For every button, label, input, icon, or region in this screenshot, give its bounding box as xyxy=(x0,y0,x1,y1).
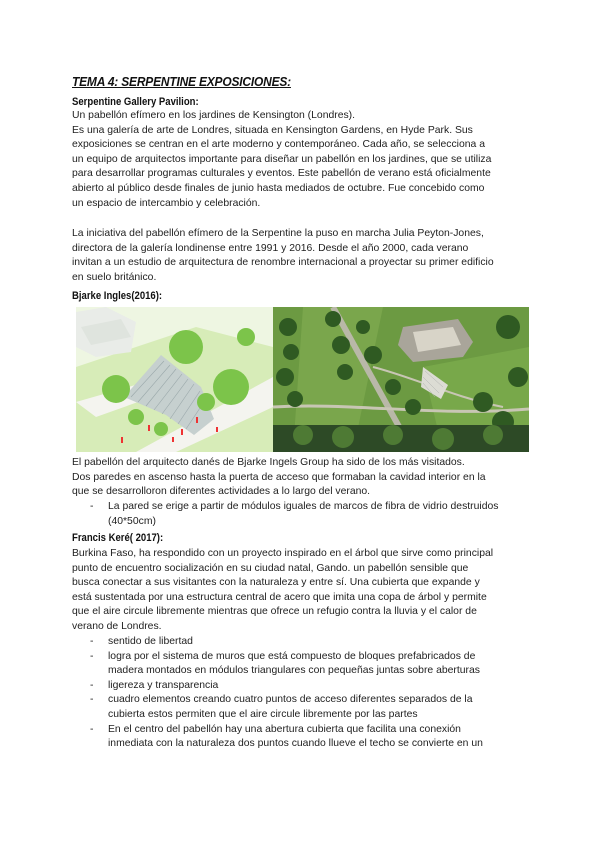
bjarke-pavilion-diagram-image xyxy=(76,307,273,452)
text-line: invitan a un estudio de arquitectura de renombre internacional a proyectar su primer edificio xyxy=(72,257,494,269)
paragraph-bjarke xyxy=(72,456,532,500)
list-item xyxy=(72,723,542,752)
text-line: está sustentada por una estructura central de acero que imita una copa de árbol y permite xyxy=(72,591,487,603)
bullet-marker: - xyxy=(90,723,94,735)
bullet-marker: - xyxy=(90,650,94,662)
text-line: Burkina Faso, ha respondido con un proyecto inspirado en el árbol que sirve como principal xyxy=(72,548,494,559)
text-line: en suelo británico. xyxy=(72,271,157,283)
text-line: abierto al público desde finales de junio hasta mediados de octubre. Fue concebido como xyxy=(72,182,485,194)
text-line: que el aire circule libremente mientras que ofrece un refugio contra la lluvia y el calor de xyxy=(72,606,477,618)
section-heading-serpentine: Serpentine Gallery Pavilion: xyxy=(72,96,199,108)
text-line: (40*50cm) xyxy=(108,515,156,527)
paragraph-serpentine-intro xyxy=(72,109,532,211)
bullet-marker: - xyxy=(90,694,94,706)
text-line: exposiciones se centran en el arte moderno y contemporáneo. Cada año, se selecciona a xyxy=(72,139,485,151)
bullet-marker: - xyxy=(90,679,94,691)
bjarke-bullet-list xyxy=(72,500,542,529)
page-title: TEMA 4: SERPENTINE EXPOSICIONES: xyxy=(72,74,291,89)
text-line: verano de Londres. xyxy=(72,620,162,632)
list-item xyxy=(72,679,542,694)
text-line: punto de encuentro socialización en su ciudad natal, Gando. un pabellón sensible que xyxy=(72,562,469,574)
text-line: sentido de libertad xyxy=(108,636,193,647)
text-line: Dos paredes en ascenso hasta la puerta de acceso que formaban la cavidad interior en la xyxy=(72,471,486,483)
list-item xyxy=(72,500,542,529)
bullet-marker: - xyxy=(90,501,94,512)
section-heading-kere: Francis Keré( 2017): xyxy=(72,532,164,544)
text-line: madera montados en módulos triangulares con pequeñas juntas sobre aberturas xyxy=(108,665,480,677)
text-line: La pared se erige a partir de módulos iguales de marcos de fibra de vidrio destruidos xyxy=(108,501,499,512)
text-line: un espacio de intercambio y celebración. xyxy=(72,197,261,209)
text-line: El pabellón del arquitecto danés de Bjarke Ingels Group ha sido de los más visitados. xyxy=(72,457,465,468)
bullet-marker: - xyxy=(90,636,94,647)
text-line: directora de la galería londinense entre 1991 y 2016. Desde el año 2000, cada verano xyxy=(72,242,469,254)
list-item xyxy=(72,635,542,650)
text-line: cuadro elementos creando cuatro puntos de acceso diferentes separados de la xyxy=(108,694,473,706)
kere-bullet-list xyxy=(72,635,542,752)
text-line: cubierta estos permiten que el aire circule libremente por las partes xyxy=(108,708,418,720)
text-line: ligereza y transparencia xyxy=(108,679,219,691)
paragraph-serpentine-history xyxy=(72,227,532,285)
text-line: busca conectar a sus visitantes con la naturaleza y entre sí. Una cubierta que expande y xyxy=(72,577,480,589)
list-item xyxy=(72,693,542,722)
section-heading-bjarke: Bjarke Ingles(2016): xyxy=(72,290,163,302)
paragraph-kere xyxy=(72,547,532,635)
bjarke-pavilion-aerial-photo xyxy=(273,307,529,452)
text-line: que se desarrolloron diferentes actividades a lo largo del verano. xyxy=(72,486,371,498)
list-item xyxy=(72,650,542,679)
text-line: Un pabellón efímero en los jardines de Kensington (Londres). xyxy=(72,110,356,121)
text-line: En el centro del pabellón hay una abertura cubierta que facilita una conexión xyxy=(108,723,461,735)
text-line: un equipo de arquitectos importante para diseñar un pabellón en los jardines, que se utiliza xyxy=(72,153,492,165)
text-line: para desarrollar programas culturales y eventos. Este pabellón de verano está oficialmente xyxy=(72,168,491,180)
text-line: logra por el sistema de muros que está compuesto de bloques prefabricados de xyxy=(108,650,476,662)
text-line: inmediata con la naturaleza dos puntos cuando llueve el techo se convierte en un xyxy=(108,738,483,750)
text-line: Es una galería de arte de Londres, situada en Kensington Gardens, en Hyde Park. Sus xyxy=(72,124,473,136)
text-line: La iniciativa del pabellón efímero de la Serpentine la puso en marcha Julia Peyton-Jones, xyxy=(72,228,484,239)
